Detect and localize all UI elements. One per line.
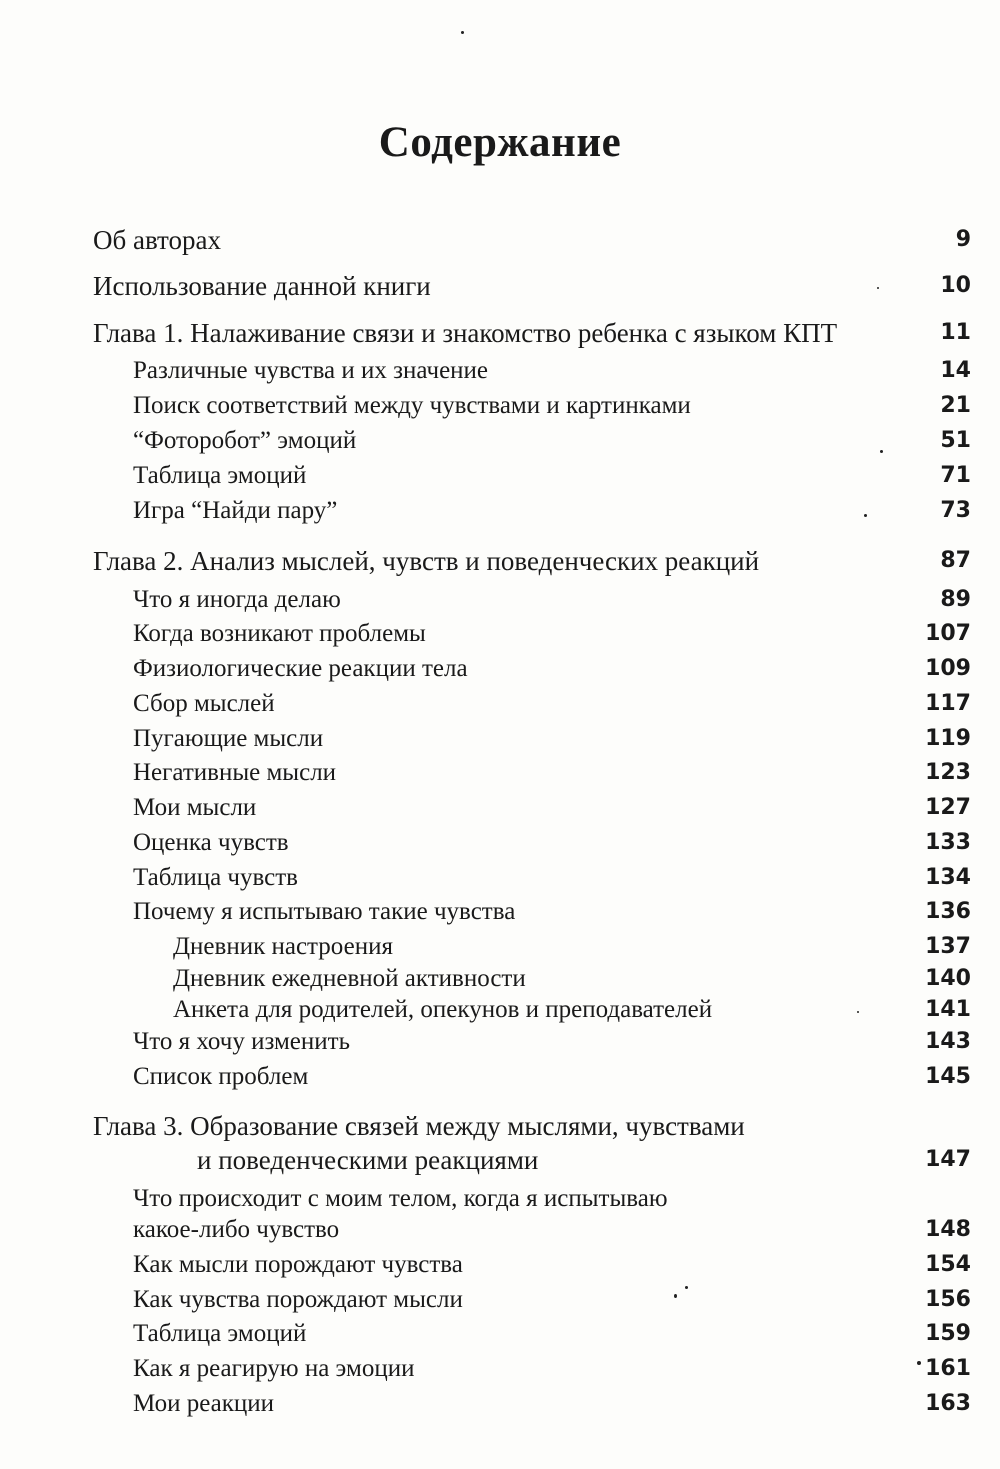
toc-chapter-2 bbox=[0, 544, 1000, 578]
toc-entry bbox=[0, 826, 1000, 860]
toc-entry-page: 147 bbox=[925, 1147, 971, 1172]
toc-entry bbox=[0, 895, 1000, 929]
scan-speck bbox=[880, 450, 883, 453]
toc-entry-label: Дневник ежедневной активности bbox=[173, 965, 526, 992]
toc-entry bbox=[0, 389, 1000, 423]
toc-entry bbox=[0, 269, 1000, 303]
toc-entry bbox=[0, 459, 1000, 493]
toc-entry-page: 154 bbox=[925, 1252, 971, 1277]
toc-entry-page: 14 bbox=[940, 358, 971, 383]
toc-entry bbox=[0, 1182, 1000, 1216]
toc-entry-page: 89 bbox=[940, 587, 971, 612]
toc-entry-label: Таблица чувств bbox=[133, 864, 298, 891]
toc-entry-page: 134 bbox=[925, 865, 971, 890]
toc-entry-page: 123 bbox=[925, 760, 971, 785]
toc-entry-label: Сбор мыслей bbox=[133, 690, 275, 717]
toc-chapter-1 bbox=[0, 316, 1000, 350]
toc-entry bbox=[0, 583, 1000, 617]
toc-entry-page: 73 bbox=[940, 498, 971, 523]
toc-entry-page: 87 bbox=[940, 548, 971, 573]
toc-entry bbox=[0, 1060, 1000, 1094]
toc-entry-label: Как мысли порождают чувства bbox=[133, 1251, 463, 1278]
toc-entry-label: Мои реакции bbox=[133, 1390, 275, 1417]
toc-entry-page: 148 bbox=[925, 1217, 971, 1242]
toc-entry-label: Таблица эмоций bbox=[133, 462, 307, 489]
toc-entry-page: 163 bbox=[925, 1391, 971, 1416]
toc-entry-label: Анкета для родителей, опекунов и преподавателей bbox=[173, 996, 713, 1023]
toc-entry-label: Глава 1. Налаживание связи и знакомство ребенка с языком КПТ bbox=[93, 318, 838, 348]
toc-entry bbox=[0, 223, 1000, 257]
toc-entry-page: 137 bbox=[925, 934, 971, 959]
scan-speck bbox=[857, 1011, 859, 1013]
scan-speck bbox=[877, 287, 879, 289]
scan-speck bbox=[917, 1361, 921, 1365]
page-title: Содержание bbox=[378, 119, 622, 166]
toc-entry-label: Об авторах bbox=[93, 225, 221, 255]
toc-entry bbox=[0, 687, 1000, 721]
toc-entry-label: какое-либо чувство bbox=[133, 1216, 340, 1243]
toc-entry-label: Глава 3. Образование связей между мыслями, чувствами bbox=[93, 1111, 745, 1141]
scan-speck bbox=[674, 1294, 677, 1298]
toc-entry-page: 119 bbox=[925, 726, 971, 751]
scan-speck bbox=[864, 514, 867, 517]
toc-entry-page: 71 bbox=[940, 463, 971, 488]
toc-entry bbox=[0, 993, 1000, 1027]
toc-entry-label: Что происходит с моим телом, когда я испытываю bbox=[133, 1185, 668, 1212]
toc-entry-page: 156 bbox=[925, 1287, 971, 1312]
toc-entry-label: Как я реагирую на эмоции bbox=[133, 1355, 415, 1382]
toc-entry-page: 21 bbox=[940, 393, 971, 418]
toc-entry-label: Пугающие мысли bbox=[133, 725, 324, 752]
toc-entry-label: Почему я испытываю такие чувства bbox=[133, 898, 516, 925]
toc-entry-page: 133 bbox=[925, 830, 971, 855]
toc-entry-label: Поиск соответствий между чувствами и картинками bbox=[133, 392, 691, 419]
scan-speck bbox=[461, 31, 464, 34]
toc-entry bbox=[0, 617, 1000, 651]
toc-entry bbox=[0, 722, 1000, 756]
toc-entry-label: Использование данной книги bbox=[93, 271, 431, 301]
toc-entry bbox=[0, 652, 1000, 686]
toc-entry-page: 117 bbox=[925, 691, 971, 716]
toc-entry bbox=[0, 791, 1000, 825]
toc-entry-page: 127 bbox=[925, 795, 971, 820]
toc-entry-label: Как чувства порождают мысли bbox=[133, 1286, 463, 1313]
toc-entry-label: Когда возникают проблемы bbox=[133, 620, 426, 647]
toc-entry bbox=[0, 354, 1000, 388]
toc-entry bbox=[0, 1317, 1000, 1351]
toc-entry-page: 109 bbox=[925, 656, 971, 681]
toc-entry-label: Различные чувства и их значение bbox=[133, 357, 489, 384]
toc-entry-label: Дневник настроения bbox=[173, 933, 393, 960]
scan-speck bbox=[685, 1286, 688, 1289]
toc-entry-page: 10 bbox=[940, 273, 971, 298]
toc-entry bbox=[0, 962, 1000, 996]
toc-entry bbox=[0, 930, 1000, 964]
toc-entry-page: 161 bbox=[925, 1356, 971, 1381]
toc-entry-page: 141 bbox=[925, 997, 971, 1022]
toc-chapter-3 bbox=[0, 1109, 1000, 1143]
toc-entry-page: 51 bbox=[940, 428, 971, 453]
toc-entry-label: Таблица эмоций bbox=[133, 1320, 307, 1347]
toc-entry-page: 107 bbox=[925, 621, 971, 646]
toc-entry-label: Мои мысли bbox=[133, 794, 257, 821]
toc-entry bbox=[0, 494, 1000, 528]
toc-entry-label: Игра “Найди пару” bbox=[133, 497, 338, 524]
toc-entry-page: 145 bbox=[925, 1064, 971, 1089]
toc-entry bbox=[0, 1025, 1000, 1059]
toc-entry bbox=[0, 424, 1000, 458]
toc-entry-page: 159 bbox=[925, 1321, 971, 1346]
toc-entry-label: Что я иногда делаю bbox=[133, 586, 341, 613]
toc-entry-label: Список проблем bbox=[133, 1063, 309, 1090]
toc-entry-label: Физиологические реакции тела bbox=[133, 655, 468, 682]
toc-entry-label: Оценка чувств bbox=[133, 829, 289, 856]
toc-entry-page: 136 bbox=[925, 899, 971, 924]
toc-entry-label: “Фоторобот” эмоций bbox=[133, 427, 357, 454]
toc-entry-continued bbox=[0, 1213, 1000, 1247]
toc-entry-page: 140 bbox=[925, 966, 971, 991]
toc-entry-label: Что я хочу изменить bbox=[133, 1028, 350, 1055]
toc-entry bbox=[0, 861, 1000, 895]
toc-entry bbox=[0, 1283, 1000, 1317]
toc-entry-label: Глава 2. Анализ мыслей, чувств и поведенческих реакций bbox=[93, 546, 760, 576]
toc-entry-label: Негативные мысли bbox=[133, 759, 337, 786]
toc-entry bbox=[0, 756, 1000, 790]
toc-entry-page: 143 bbox=[925, 1029, 971, 1054]
toc-entry bbox=[0, 1248, 1000, 1282]
toc-chapter-3-continued bbox=[0, 1143, 1000, 1177]
toc-entry bbox=[0, 1387, 1000, 1421]
toc-entry-label: и поведенческими реакциями bbox=[197, 1145, 539, 1175]
toc-entry-page: 11 bbox=[940, 320, 971, 345]
toc-entry bbox=[0, 1352, 1000, 1386]
toc-entry-page: 9 bbox=[955, 227, 971, 252]
